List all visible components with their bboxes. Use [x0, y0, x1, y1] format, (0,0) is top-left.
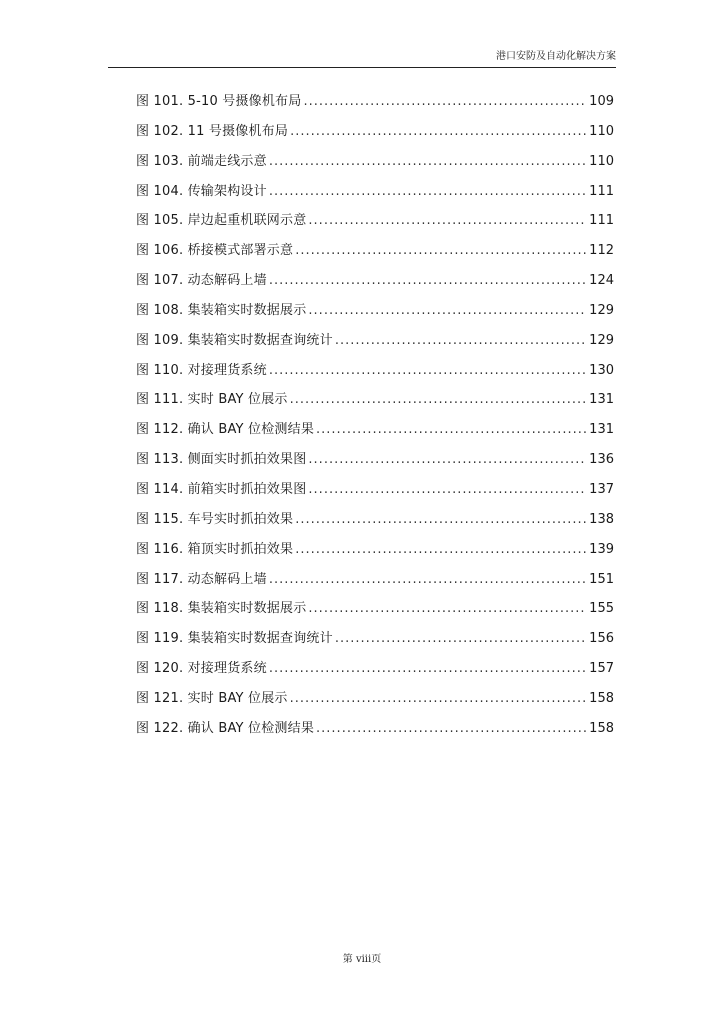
page-header [108, 50, 616, 68]
toc-leader-dots [308, 301, 587, 321]
toc-entry[interactable] [136, 570, 614, 600]
toc-leader-dots [295, 510, 587, 530]
toc-entry-page: 156 [589, 631, 614, 647]
toc-entry[interactable] [136, 599, 614, 629]
toc-entry-label: 图 101. 5-10 号摄像机布局 [136, 94, 302, 109]
toc-entry-label: 图 107. 动态解码上墙 [136, 273, 267, 289]
toc-entry-page: 136 [589, 452, 614, 468]
toc-entry-label: 图 113. 侧面实时抓拍效果图 [136, 452, 307, 468]
toc-leader-dots [316, 420, 587, 440]
toc-entry-page: 111 [589, 213, 614, 229]
toc-entry[interactable] [136, 271, 614, 301]
toc-leader-dots [269, 152, 587, 172]
toc-entry[interactable] [136, 480, 614, 510]
toc-entry-label: 图 106. 桥接模式部署示意 [136, 243, 294, 259]
toc-entry-label: 图 110. 对接理货系统 [136, 362, 267, 378]
toc-entry[interactable] [136, 450, 614, 480]
toc-entry-page: 129 [589, 302, 614, 318]
toc-entry-label: 图 118. 集装箱实时数据展示 [136, 601, 307, 617]
toc-entry[interactable] [136, 659, 614, 689]
toc-entry-page: 112 [589, 243, 614, 259]
toc-entry-label: 图 103. 前端走线示意 [136, 153, 267, 169]
toc-entry[interactable] [136, 241, 614, 271]
toc-entry-page: 110 [589, 123, 614, 139]
toc-entry-label: 图 114. 前箱实时抓拍效果图 [136, 481, 307, 497]
toc-entry[interactable] [136, 211, 614, 241]
toc-entry[interactable] [136, 390, 614, 420]
toc-entry[interactable] [136, 122, 614, 152]
toc-entry-label: 图 111. 实时 BAY 位展示 [136, 392, 288, 408]
toc-leader-dots [269, 570, 587, 590]
toc-entry-page: 158 [589, 720, 614, 736]
toc-entry-page: 110 [589, 153, 614, 169]
toc-leader-dots [290, 390, 588, 410]
toc-leader-dots [290, 689, 588, 709]
toc-leader-dots [290, 122, 587, 142]
toc-entry[interactable] [136, 510, 614, 540]
toc-entry-label: 图 112. 确认 BAY 位检测结果 [136, 422, 315, 438]
toc-entry-page: 155 [589, 601, 614, 617]
toc-leader-dots [295, 241, 587, 261]
toc-entry-page: 109 [589, 94, 614, 109]
toc-entry-label: 图 120. 对接理货系统 [136, 661, 267, 677]
toc-entry-page: 158 [589, 690, 614, 706]
toc-entry-page: 139 [589, 541, 614, 557]
toc-entry-page: 137 [589, 481, 614, 497]
toc-entry-label: 图 109. 集装箱实时数据查询统计 [136, 332, 333, 348]
toc-entry[interactable] [136, 420, 614, 450]
toc-entry-page: 129 [589, 332, 614, 348]
page-footer [0, 950, 724, 965]
toc-entry[interactable] [136, 92, 614, 122]
toc-entry[interactable] [136, 331, 614, 361]
toc-leader-dots [269, 271, 587, 291]
page-number: 第 viii页 [342, 954, 382, 965]
toc-entry[interactable] [136, 540, 614, 570]
toc-entry-label: 图 122. 确认 BAY 位检测结果 [136, 720, 315, 736]
toc-entry-label: 图 105. 岸边起重机联网示意 [136, 213, 307, 229]
toc-leader-dots [269, 182, 587, 202]
toc-leader-dots [316, 719, 587, 739]
toc-entry-page: 111 [589, 183, 614, 199]
toc-leader-dots [308, 480, 587, 500]
toc-leader-dots [269, 659, 587, 679]
toc-entry-page: 157 [589, 661, 614, 677]
toc-leader-dots [308, 211, 587, 231]
toc-entry[interactable] [136, 719, 614, 749]
toc-entry[interactable] [136, 301, 614, 331]
toc-leader-dots [303, 92, 587, 112]
toc-entry[interactable] [136, 629, 614, 659]
toc-entry-label: 图 117. 动态解码上墙 [136, 571, 267, 587]
toc-entry-page: 130 [589, 362, 614, 378]
toc-entry[interactable] [136, 182, 614, 212]
toc-entry-page: 138 [589, 511, 614, 527]
toc-entry[interactable] [136, 152, 614, 182]
toc-entry-label: 图 104. 传输架构设计 [136, 183, 267, 199]
toc-entry[interactable] [136, 689, 614, 719]
toc-leader-dots [308, 599, 587, 619]
toc-entry-label: 图 108. 集装箱实时数据展示 [136, 302, 307, 318]
toc-leader-dots [269, 361, 587, 381]
toc-entry-label: 图 121. 实时 BAY 位展示 [136, 690, 288, 706]
toc-leader-dots [335, 629, 587, 649]
toc-entry[interactable] [136, 361, 614, 391]
header-title: 港口安防及自动化解决方案 [496, 51, 616, 62]
toc-entry-label: 图 115. 车号实时抓拍效果 [136, 511, 294, 527]
toc-entry-page: 124 [589, 273, 614, 289]
toc-entry-label: 图 116. 箱顶实时抓拍效果 [136, 541, 294, 557]
toc-entry-label: 图 119. 集装箱实时数据查询统计 [136, 631, 333, 647]
toc-entry-label: 图 102. 11 号摄像机布局 [136, 123, 289, 139]
toc-leader-dots [295, 540, 587, 560]
table-of-figures [136, 92, 614, 749]
toc-leader-dots [308, 450, 587, 470]
toc-entry-page: 151 [589, 571, 614, 587]
toc-leader-dots [335, 331, 587, 351]
toc-entry-page: 131 [589, 422, 614, 438]
toc-entry-page: 131 [589, 392, 614, 408]
